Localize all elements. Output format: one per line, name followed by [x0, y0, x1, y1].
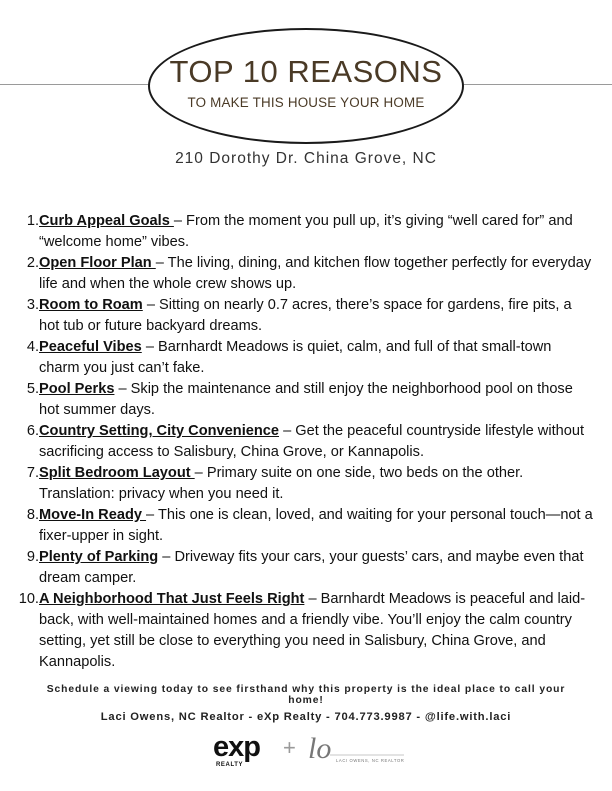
reason-item: [17, 463, 595, 505]
exp-realty-logo-text: exp: [213, 731, 260, 763]
reason-title: Curb Appeal Goals: [39, 213, 174, 229]
reason-text: – From the moment you pull up, it’s giving “well cared for” and “welcome home” vibes.: [39, 213, 573, 250]
reason-number: 5.: [26, 381, 39, 397]
reason-body: [39, 547, 595, 589]
reason-title: Room to Roam: [39, 297, 143, 313]
reason-number: 8.: [26, 507, 39, 523]
personal-monogram: lo: [308, 732, 332, 765]
reason-number: 7.: [26, 465, 39, 481]
reason-body: [39, 421, 595, 463]
reason-number: 1.: [26, 213, 39, 229]
reason-item: [17, 379, 595, 421]
reason-text: – Driveway fits your cars, your guests’ cars, and maybe even that dream camper.: [39, 549, 584, 586]
reason-number: 3.: [26, 297, 39, 313]
reason-item: [17, 211, 595, 253]
reasons-list: [17, 211, 595, 673]
reason-text: – Barnhardt Meadows is peaceful and laid-back, with well-maintained homes and a friendly vibe. You’ll enjoy the calm country setting, yet still be close to everything you need in Salisbury, China Grove, and Kannapolis.: [39, 591, 586, 670]
reason-body: [39, 463, 595, 505]
agent-contact-line: Laci Owens, NC Realtor - eXp Realty - 704.773.9987 - @life.with.laci: [100, 711, 512, 723]
reason-title: Move-In Ready: [39, 507, 147, 523]
reason-number: 10.: [18, 591, 39, 607]
reason-text: – The living, dining, and kitchen flow together perfectly for everyday life and when the whole crew shows up.: [39, 255, 592, 292]
reason-title: Plenty of Parking: [39, 549, 159, 565]
exp-realty-logo-sub: REALTY: [216, 762, 244, 768]
reason-text: – Skip the maintenance and still enjoy the neighborhood pool on those hot summer days.: [39, 381, 573, 418]
reason-number: 4.: [26, 339, 39, 355]
page-subtitle: TO MAKE THIS HOUSE YOUR HOME: [187, 95, 425, 110]
reason-number: 2.: [26, 255, 39, 271]
reason-title: Split Bedroom Layout: [39, 465, 195, 481]
reason-text: – Primary suite on one side, two beds on the other. Translation: privacy when you need it.: [39, 465, 524, 502]
reason-title: Pool Perks: [39, 381, 115, 397]
reason-title: Peaceful Vibes: [39, 339, 142, 355]
reason-body: [39, 505, 595, 547]
reason-text: – Get the peaceful countryside lifestyle without sacrificing access to Salisbury, China Grove, or Kannapolis.: [39, 423, 585, 460]
reason-item: [17, 253, 595, 295]
reason-item: [17, 295, 595, 337]
call-to-action: Schedule a viewing today to see firsthand why this property is the ideal place to call your home!: [46, 684, 566, 706]
reason-body: [39, 589, 595, 673]
reason-item: [17, 337, 595, 379]
reason-number: 6.: [26, 423, 39, 439]
reason-text: – This one is clean, loved, and waiting for your personal touch—not a fixer-upper in sight.: [39, 507, 593, 544]
reason-body: [39, 379, 595, 421]
reason-body: [39, 211, 595, 253]
reason-text: – Sitting on nearly 0.7 acres, there’s space for gardens, fire pits, a hot tub or future backyard dreams.: [39, 297, 572, 334]
reason-body: [39, 337, 595, 379]
page-title: TOP 10 REASONS: [169, 54, 443, 89]
reason-title: Open Floor Plan: [39, 255, 156, 271]
reason-item: [17, 421, 595, 463]
reason-title: Country Setting, City Convenience: [39, 423, 280, 439]
reason-item: [17, 505, 595, 547]
plus-sign: +: [283, 735, 296, 760]
reason-text: – Barnhardt Meadows is quiet, calm, and full of that small-town charm you just can’t fake.: [39, 339, 552, 376]
reason-item: [17, 589, 595, 673]
reason-title: A Neighborhood That Just Feels Right: [39, 591, 305, 607]
reason-body: [39, 253, 595, 295]
reason-body: [39, 295, 595, 337]
brand-logos: [212, 728, 412, 772]
property-address: 210 Dorothy Dr. China Grove, NC: [175, 150, 437, 167]
reason-item: [17, 547, 595, 589]
reason-number: 9.: [26, 549, 39, 565]
personal-logo-caption: LACI OWENS, NC REALTOR: [336, 758, 405, 763]
